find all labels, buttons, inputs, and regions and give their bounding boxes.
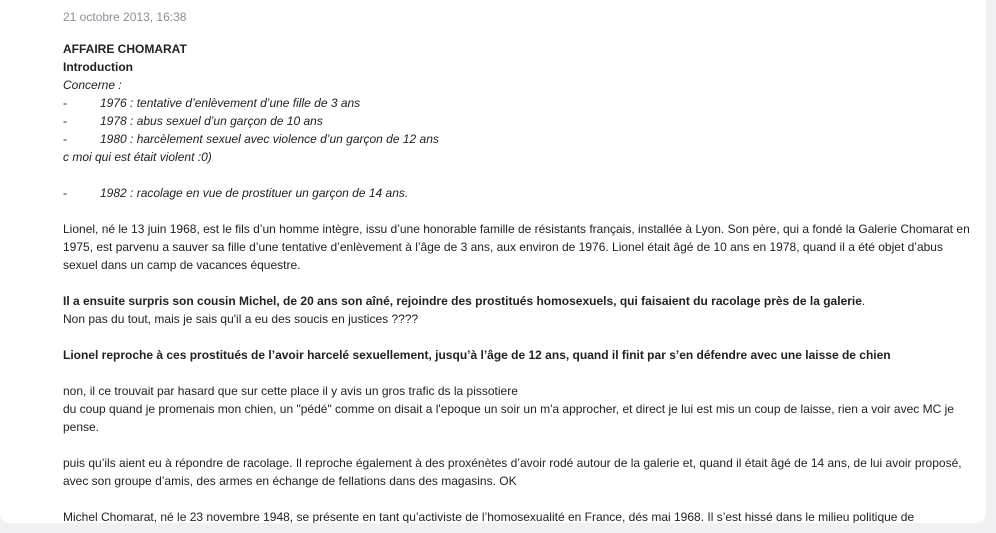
comment-reply: Non pas du tout, mais je sais qu'il a eu des soucis en justices ????	[63, 312, 419, 326]
bold-paragraph: Lionel reproche à ces prostitués de l’avoir harcelé sexuellement, jusqu’à l’âge de 12 ans, quand il finit par s’en défendre avec une laisse de chien	[63, 348, 891, 362]
paragraph: Lionel, né le 13 juin 1968, est le fils d’un homme intègre, issu d’une honorable famille de résistants français, installée à Lyon. Son père, qui a fondé la Galerie Chomarat en 1975, est parvenu a sauver sa fille d’une tentative d’enlèvement à l’âge de 3 ans, aux environ de 1976. Lionel était âgé de 10 ans en 1978, quand il a été objet d’abus sexuel dans un camp de vacances équestre.	[63, 222, 970, 272]
concerne-label: Concerne :	[63, 78, 122, 92]
list-item-text: 1976 : tentative d’enlèvement d’une fille de 3 ans	[100, 96, 361, 110]
post-subtitle: Introduction	[63, 60, 133, 74]
post-timestamp: 21 octobre 2013, 16:38	[63, 10, 187, 24]
list-dash: -	[63, 114, 67, 128]
list-dash: -	[63, 132, 67, 146]
paragraph: Michel Chomarat, né le 23 novembre 1948, se présente en tant qu’activiste de l’homosexualité en France, dés mai 1968. Il s’est hissé dans le milieu politique de	[63, 510, 915, 523]
paragraph: puis qu’ils aient eu à répondre de racolage. Il reproche également à des proxénètes d’avoir rodé autour de la galerie et, quand il était âgé de 14 ans, de lui avoir proposé, avec son groupe d’amis, des armes en échange de fellations dans des magasins. OK	[63, 456, 962, 488]
comment-reply: non, il ce trouvait par hasard que sur cette place il y avis un gros trafic ds la pissotiere	[63, 384, 518, 398]
list-dash: -	[63, 186, 67, 200]
list-item	[63, 184, 978, 202]
post-title: AFFAIRE CHOMARAT	[63, 42, 187, 56]
list-item-text: 1978 : abus sexuel d’un garçon de 10 ans	[100, 114, 323, 128]
list-item-text: 1980 : harcèlement sexuel avec violence d’un garçon de 12 ans	[100, 132, 439, 146]
bold-paragraph: Il a ensuite surpris son cousin Michel, de 20 ans son aîné, rejoindre des prostitués homosexuels, qui faisaient du racolage près de la galerie	[63, 294, 862, 308]
list-item	[63, 94, 978, 112]
comment-reply: du coup quand je promenais mon chien, un "pédé" comme on disait a l'epoque un soir un m'a approcher, et direct je lui est mis un coup de laisse, rien a voir avec MC je pense.	[63, 402, 954, 434]
list-item	[63, 112, 978, 130]
bold-paragraph-line	[63, 292, 978, 310]
post-content	[63, 8, 978, 523]
comment-reply: c moi qui est était violent :0)	[63, 150, 212, 164]
bold-paragraph-tail: .	[861, 294, 866, 308]
list-item	[63, 130, 978, 148]
list-dash: -	[63, 96, 67, 110]
list-item-text: 1982 : racolage en vue de prostituer un garçon de 14 ans.	[100, 186, 409, 200]
